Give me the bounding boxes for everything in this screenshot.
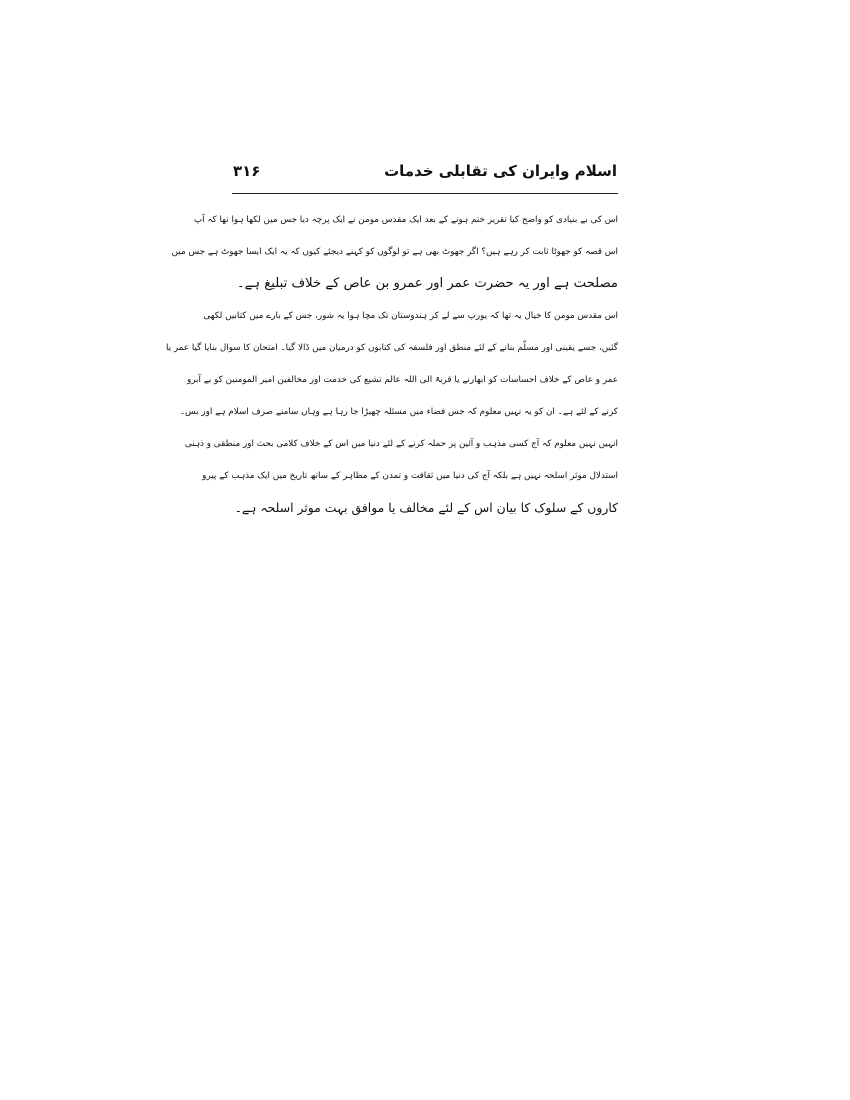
header-divider (232, 193, 618, 194)
text-line: مصلحت ہے اور یہ حضرت عمر اور عمرو بن عاص کے خلاف تبلیغ ہے۔ (236, 276, 618, 291)
running-title: اسلام وایران کی تقابلی خدمات (384, 162, 617, 180)
text-line: کرنے کے لئے ہے۔ ان کو یہ نہیں معلوم کہ جس فضاء میں مسئلہ چھیڑا جا رہا ہے وہاں سامنے صرف اسلام ہے اور بس۔ (179, 407, 618, 417)
text-line: عمر و عاص کے خلاف احساسات کو ابھارنے یا قربۃً الی اللہ عالم تشیع کی خدمت اور مخالفین امیر المومنین کو بے آبرو (186, 375, 618, 385)
text-line: اس قصہ کو جھوٹا ثابت کر رہے ہیں؟ اگر جھوٹ بھی ہے تو لوگوں کو کہنے دیجئے کیوں کہ یہ ایک ایسا جھوٹ ہے جس میں (171, 247, 618, 257)
text-line: اس کی بے بنیادی کو واضح کیا تقریر ختم ہونے کے بعد ایک مقدس مومن نے ایک پرچہ دیا جس میں لکھا ہوا تھا کہ آپ (193, 215, 618, 225)
text-line: استدلال موثر اسلحہ نہیں ہے بلکہ آج کی دنیا میں ثقافت و تمدن کے مظاہر کے ساتھ تاریخ میں ایک مذہب کے پیرو (202, 471, 618, 481)
text-line: کاروں کے سلوک کا بیان اس کے لئے مخالف یا موافق بہت موثر اسلحہ ہے۔ (234, 500, 618, 515)
text-line: انہیں نہیں معلوم کہ آج کسی مذہب و آئین پر حملہ کرنے کے لئے دنیا میں اس کے خلاف کلامی بحث اور منطقی و ذہنی (184, 439, 618, 449)
body-text (165, 204, 618, 524)
text-line: اس مقدس مومن کا خیال یہ تھا کہ یورپ سے لے کر ہندوستان تک مچا ہوا یہ شور، جس کے بارے میں کتابیں لکھی (203, 311, 618, 321)
page-header (0, 158, 850, 188)
page-number: ۳۱۶ (233, 162, 261, 180)
paragraph-1 (171, 204, 618, 300)
paragraph-2 (165, 300, 618, 524)
text-line: گئیں، جسے یقینی اور مسلّم بنانے کے لئے منطق اور فلسفہ کی کتابوں کو درمیان میں ڈالا گیا۔ امتحان کا سوال بنایا گیا عمر یا (165, 343, 618, 353)
